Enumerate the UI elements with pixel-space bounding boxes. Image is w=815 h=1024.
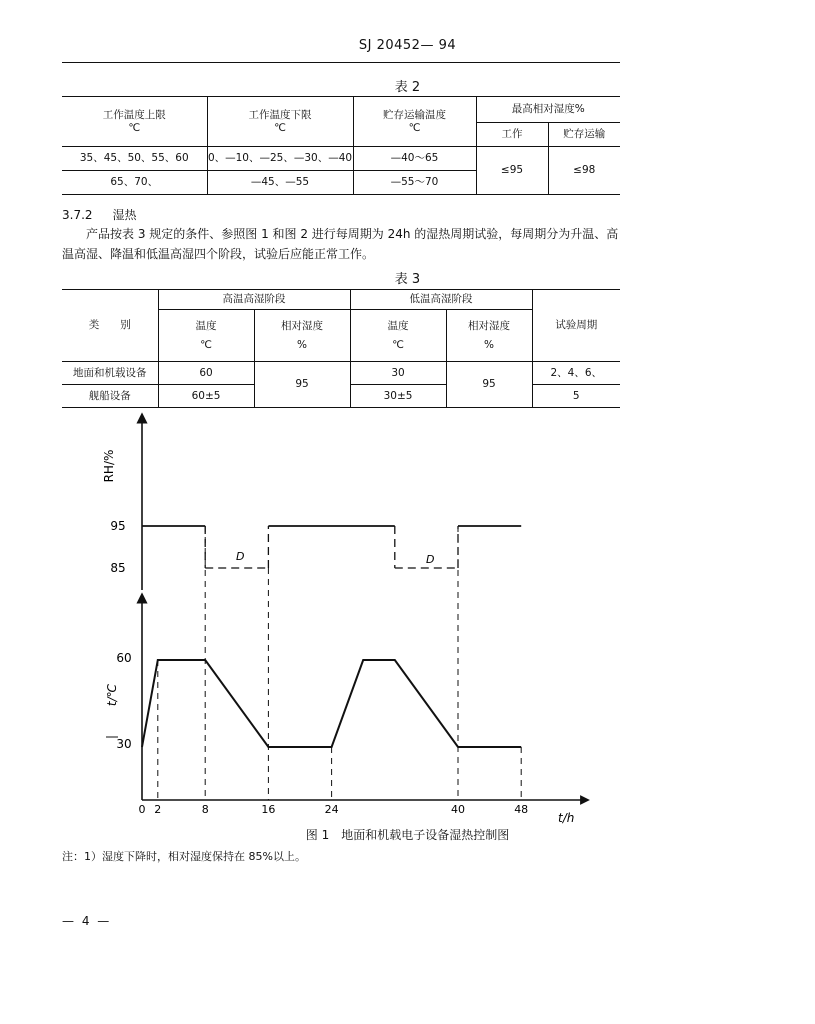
footnote: 注：1）湿度下降时，相对湿度保持在 85%以上。: [62, 850, 306, 863]
table2-caption: 表 2: [394, 80, 421, 95]
table3-row1-low-temp: 30: [350, 362, 446, 385]
d-marker-2: D: [426, 553, 435, 566]
table3-row2-period: 5: [532, 385, 620, 408]
chart-series-layer: [142, 526, 521, 800]
t-tick-60: 60: [116, 651, 132, 665]
table3-low-temp-header: 温度 ℃: [350, 310, 446, 362]
table2-row1-storage: —40～65: [353, 147, 476, 171]
d-marker-1: D: [236, 550, 245, 563]
table3-low-rh-header: 相对湿度 %: [446, 310, 532, 362]
figure-caption: 图 1 地面和机载电子设备湿热控制图: [305, 828, 510, 842]
x-axis-label: t/h: [558, 811, 575, 825]
t-y-label: t/℃: [105, 683, 119, 707]
table2-row2-storage: —55～70: [353, 171, 476, 195]
section-number: 3.7.2: [62, 208, 93, 222]
temperature-line: [142, 660, 521, 747]
table2-col4-sub-work: 工作: [476, 123, 548, 147]
table3-category-header: 类 别: [62, 290, 158, 362]
table2-row1-upper: 35、45、50、55、60: [62, 147, 207, 171]
table3-row1-high-temp: 60: [158, 362, 254, 385]
rh-tick-85: 85: [110, 561, 126, 575]
x-tick-48: 48: [514, 803, 529, 816]
table3-caption: 表 3: [394, 272, 421, 287]
table2-col2-header: 工作温度下限 ℃: [207, 97, 353, 147]
x-tick-8: 8: [201, 803, 209, 816]
table2-row2-upper: 65、70、: [62, 171, 207, 195]
table2-col1-header: 工作温度上限 ℃: [62, 97, 207, 147]
table2-row2-lower: —45、—55: [207, 171, 353, 195]
table3-high-rh-header: 相对湿度 %: [254, 310, 350, 362]
table3-high-rh: 95: [254, 362, 350, 408]
table2-humidity-work: ≤95: [476, 147, 548, 195]
rh-tick-95: 95: [110, 519, 126, 533]
table2-humidity-storage: ≤98: [548, 147, 620, 195]
table2-col3-header: 贮存运输温度 ℃: [353, 97, 476, 147]
table3-row1-period: 2、4、6、: [532, 362, 620, 385]
x-tick-16: 16: [261, 803, 276, 816]
table2-row1-lower: 0、—10、—25、—30、—40: [207, 147, 353, 171]
table3-row2-category: 舰船设备: [62, 385, 158, 408]
t-tick-30: 30: [116, 737, 132, 751]
table3-row2-low-temp: 30±5: [350, 385, 446, 408]
section-paragraph: 产品按表 3 规定的条件、参照图 1 和图 2 进行每周期为 24h 的湿热周期试验，每周期分为升温、高温高湿、降温和低温高湿四个阶段，试验后应能正常工作。: [62, 227, 619, 261]
x-tick-24: 24: [324, 803, 339, 816]
document-header: SJ 20452— 94: [358, 38, 457, 53]
page-number: — 4 —: [62, 914, 112, 928]
table3-high-temp-header: 温度 ℃: [158, 310, 254, 362]
table3-low-rh: 95: [446, 362, 532, 408]
x-tick-0: 0: [138, 803, 146, 816]
table3-period-header: 试验周期: [532, 290, 620, 362]
table2-col4-header: 最高相对湿度%: [476, 97, 620, 123]
table3-low-stage-header: 低温高湿阶段: [350, 290, 532, 310]
table3-row1-category: 地面和机载设备: [62, 362, 158, 385]
x-tick-2: 2: [154, 803, 162, 816]
table2-col4-sub-storage: 贮存运输: [548, 123, 620, 147]
x-tick-40: 40: [451, 803, 465, 816]
rh-y-label: RH/%: [102, 449, 116, 483]
section-title: 湿热: [112, 208, 137, 222]
table3-high-stage-header: 高温高湿阶段: [158, 290, 350, 310]
x-tick-labels: [139, 803, 529, 816]
table3-row2-high-temp: 60±5: [158, 385, 254, 408]
